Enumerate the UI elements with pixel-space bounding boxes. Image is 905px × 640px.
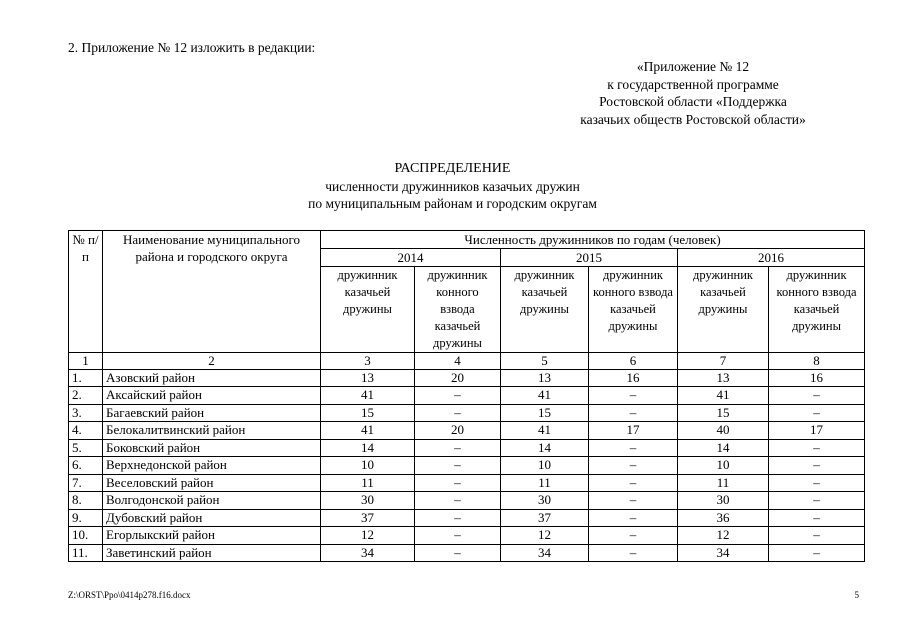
cell-value: – [769,439,865,457]
table-row [69,404,865,422]
cell-value: – [415,544,501,562]
appendix-line: Ростовской области «Поддержка [599,94,787,109]
cell-value: – [769,404,865,422]
cell-value: 41 [501,387,589,405]
cell-value: – [589,404,678,422]
cell-value: 10 [501,457,589,475]
cell-value: – [769,544,865,562]
cell-value: 16 [589,369,678,387]
table-row [69,457,865,475]
cell-value: 16 [769,369,865,387]
cell-value: 14 [501,439,589,457]
header-year: 2015 [501,249,678,267]
cell-value: 15 [321,404,415,422]
cell-value: 11 [678,474,769,492]
intro-text: 2. Приложение № 12 изложить в редакции: [68,40,316,55]
table-heading [0,160,905,213]
cell-value: 20 [415,422,501,440]
header-sub-konny: дружинник конного взвода казачьей дружины [415,267,501,353]
table-row [69,527,865,545]
header-sub-druzhinnik: дружинник казачьей дружины [501,267,589,353]
cell-value: 20 [415,369,501,387]
row-number: 4. [69,422,103,440]
cell-value: 30 [501,492,589,510]
cell-value: – [769,509,865,527]
heading-title: РАСПРЕДЕЛЕНИЕ [394,161,511,176]
cell-value: – [769,492,865,510]
cell-value: 40 [678,422,769,440]
cell-value: – [589,492,678,510]
row-number: 3. [69,404,103,422]
heading-subtitle: по муниципальным районам и городским округам [308,196,597,211]
row-number: 2. [69,387,103,405]
cell-value: – [589,457,678,475]
cell-value: – [589,387,678,405]
heading-subtitle: численности дружинников казачьих дружин [325,178,580,194]
district-name: Белокалитвинский район [103,422,321,440]
column-number: 4 [415,353,501,370]
appendix-line: «Приложение № 12 [636,59,750,74]
district-name: Аксайский район [103,387,321,405]
cell-value: 30 [678,492,769,510]
header-sub-konny: дружинник конного взвода казачьей дружины [769,267,865,353]
table-row [69,474,865,492]
cell-value: 30 [321,492,415,510]
header-year: 2014 [321,249,501,267]
appendix-reference [533,58,853,128]
district-name: Волгодонской район [103,492,321,510]
header-num: № п/п [69,231,103,353]
table-row [69,439,865,457]
cell-value: – [415,387,501,405]
table-row [69,509,865,527]
cell-value: 41 [501,422,589,440]
column-number: 6 [589,353,678,370]
cell-value: – [415,404,501,422]
distribution-table [68,230,865,562]
table-row [69,387,865,405]
cell-value: – [415,457,501,475]
cell-value: 12 [321,527,415,545]
cell-value: 17 [769,422,865,440]
row-number: 7. [69,474,103,492]
district-name: Багаевский район [103,404,321,422]
row-number: 11. [69,544,103,562]
cell-value: 15 [501,404,589,422]
district-name: Верхнедонской район [103,457,321,475]
cell-value: 13 [501,369,589,387]
cell-value: 36 [678,509,769,527]
row-number: 9. [69,509,103,527]
cell-value: – [769,527,865,545]
cell-value: – [769,387,865,405]
cell-value: 37 [321,509,415,527]
cell-value: 14 [321,439,415,457]
cell-value: 12 [501,527,589,545]
cell-value: – [415,509,501,527]
cell-value: 11 [501,474,589,492]
cell-value: 12 [678,527,769,545]
table-row [69,369,865,387]
header-sub-druzhinnik: дружинник казачьей дружины [678,267,769,353]
cell-value: 41 [678,387,769,405]
cell-value: – [415,492,501,510]
cell-value: 11 [321,474,415,492]
column-number: 8 [769,353,865,370]
cell-value: 15 [678,404,769,422]
appendix-line: к государственной программе [607,76,779,92]
cell-value: – [415,474,501,492]
cell-value: – [415,527,501,545]
header-sub-konny: дружинник конного взвода казачьей дружины [589,267,678,353]
cell-value: – [769,457,865,475]
cell-value: 14 [678,439,769,457]
district-name: Веселовский район [103,474,321,492]
cell-value: – [589,474,678,492]
cell-value: 41 [321,387,415,405]
header-group: Численность дружинников по годам (человек) [321,231,865,249]
cell-value: – [589,439,678,457]
table-body [69,369,865,562]
row-number: 8. [69,492,103,510]
column-number: 2 [103,353,321,370]
cell-value: 10 [321,457,415,475]
appendix-line: казачьих обществ Ростовской области» [580,111,806,127]
cell-value: – [589,509,678,527]
column-number: 3 [321,353,415,370]
header-year: 2016 [678,249,865,267]
cell-value: 34 [321,544,415,562]
table-row [69,492,865,510]
page-number: 5 [854,590,859,600]
cell-value: 10 [678,457,769,475]
district-name: Дубовский район [103,509,321,527]
cell-value: 37 [501,509,589,527]
cell-value: – [589,544,678,562]
header-name: Наименование муниципального района и городского округа [103,231,321,353]
row-number: 6. [69,457,103,475]
table-row [69,544,865,562]
column-number: 5 [501,353,589,370]
district-name: Боковский район [103,439,321,457]
cell-value: – [769,474,865,492]
cell-value: 13 [678,369,769,387]
district-name: Азовский район [103,369,321,387]
table-row [69,422,865,440]
cell-value: 41 [321,422,415,440]
cell-value: – [415,439,501,457]
column-number: 7 [678,353,769,370]
cell-value: 34 [501,544,589,562]
cell-value: – [589,527,678,545]
cell-value: 13 [321,369,415,387]
header-sub-druzhinnik: дружинник казачьей дружины [321,267,415,353]
cell-value: 17 [589,422,678,440]
row-number: 5. [69,439,103,457]
column-number: 1 [69,353,103,370]
district-name: Егорлыкский район [103,527,321,545]
cell-value: 34 [678,544,769,562]
row-number: 10. [69,527,103,545]
footer-file-path: Z:\ORST\Ppo\0414p278.f16.docx [68,590,191,600]
row-number: 1. [69,369,103,387]
district-name: Заветинский район [103,544,321,562]
